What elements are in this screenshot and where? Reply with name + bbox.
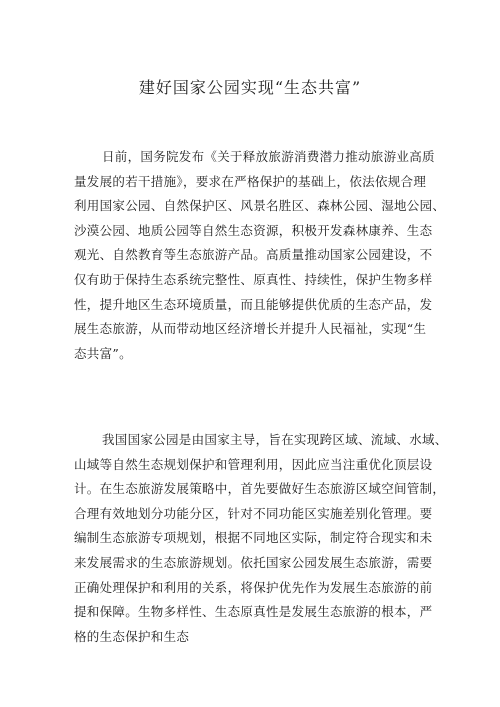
paragraph-1 [74, 145, 446, 366]
paragraph-line: 格的生态保护和生态 [74, 628, 190, 644]
document-title: 建好国家公园实现“生态共富” [138, 78, 362, 97]
paragraph-line: 计。在生态旅游发展策略中，首先要做好生态旅游区域空间管制， [74, 481, 446, 497]
paragraph-2 [74, 428, 448, 649]
paragraph-line: 提和保障。生物多样性、生态原真性是发展生态旅游的根本，严 [74, 604, 433, 620]
paragraph-line: 正确处理保护和利用的关系，将保护优先作为发展生态旅游的前 [74, 579, 433, 595]
paragraph-line: 展生态旅游，从而带动地区经济增长并提升人民福祉，实现“生 [74, 321, 427, 337]
paragraph-line: 山域等自然生态规划保护和管理利用，因此应当注重优化顶层设 [74, 456, 433, 472]
paragraph-line: 编制生态旅游专项规划，根据不同地区实际，制定符合现实和未 [74, 530, 433, 546]
paragraph-line: 合理有效地划分功能分区，针对不同功能区实施差别化管理。要 [74, 505, 433, 521]
paragraph-line: 我国国家公园是由国家主导，旨在实现跨区域、流域、水域、 [102, 432, 448, 447]
paragraph-line: 态共富”。 [74, 345, 132, 361]
paragraph-line: 日前，国务院发布《关于释放旅游消费潜力推动旅游业高质 [102, 149, 435, 164]
paragraph-line: 利用国家公园、自然保护区、风景名胜区、森林公园、湿地公园、 [74, 198, 446, 214]
paragraph-line: 性，提升地区生态环境质量，而且能够提供优质的生态产品，发 [74, 296, 433, 312]
paragraph-line: 沙漠公园、地质公园等自然生态资源，积极开发森林康养、生态 [74, 222, 433, 238]
paragraph-line: 量发展的若干措施》，要求在严格保护的基础上，依法依规合理 [74, 173, 427, 189]
paragraph-line: 来发展需求的生态旅游规划。依托国家公园发展生态旅游，需要 [74, 554, 433, 570]
paragraph-line: 观光、自然教育等生态旅游产品。高质量推动国家公园建设，不 [74, 247, 433, 263]
paragraph-line: 仅有助于保持生态系统完整性、原真性、持续性，保护生物多样 [74, 271, 433, 287]
